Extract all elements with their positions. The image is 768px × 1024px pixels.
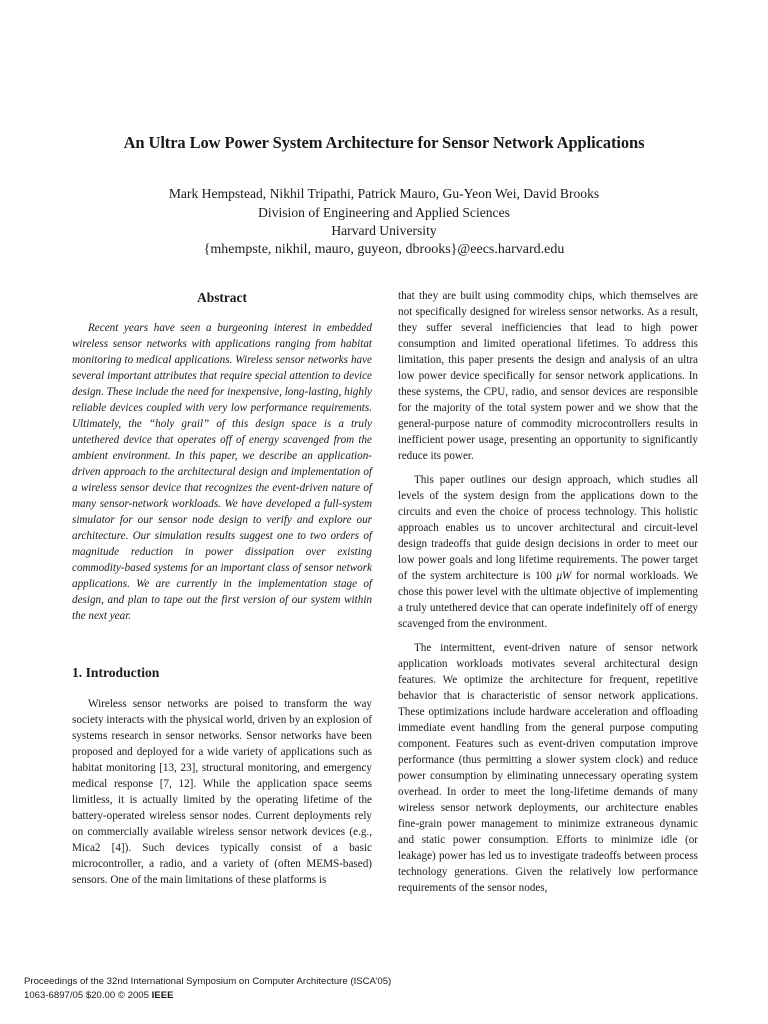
author-affiliation: Division of Engineering and Applied Sciences	[258, 204, 510, 220]
power-unit: μW	[556, 570, 572, 582]
footer-proceedings: Proceedings of the 32nd International Symposium on Computer Architecture (ISCA’05)	[24, 976, 392, 987]
author-university: Harvard University	[331, 223, 437, 239]
author-email: {mhempste, nikhil, mauro, guyeon, dbrooks}@eecs.harvard.edu	[203, 241, 565, 257]
body-paragraph-2-end: for normal workloads. We chose this power level with the ultimate objective of implementing a truly untethered device that can operate indefinitely off of energy scavenged from the environment.	[398, 570, 699, 630]
author-names: Mark Hempstead, Nikhil Tripathi, Patrick Mauro, Gu-Yeon Wei, David Brooks	[168, 186, 600, 201]
right-column	[398, 288, 698, 896]
body-paragraph-3: The intermittent, event-driven nature of sensor network application workloads motivates several architectural design features. We optimize the architecture for frequent, repetitive behavior that is characteristic of sensor network applications. These optimizations include hardware acceleration and offloading immediate event handling from the general purpose computing component. Features such as event-driven computation improve performance (thus permitting a slower system clock) and reduce power consumption by eliminating unnecessary operating system overhead. In order to meet the long-lifetime demands of many wireless sensor network deployments, our architecture enables fine-grain power management to minimize extraneous dynamic and static power consumption. Efforts to minimize idle (or leakage) power has led us to investigate tradeoffs between process technology generations. Given the relatively low performance requirements of the sensor nodes,	[398, 642, 698, 894]
introduction-paragraph: Wireless sensor networks are poised to transform the way society interacts with the physical world, driven by an explosion of systems research in sensor networks. Sensor networks have been proposed and deployed for a wide variety of applications such as habitat monitoring [13, 23], structural monitoring, and emergency medical response [7, 12]. While the application space seems limitless, it is actually limited by the operating lifetime of the battery-operated wireless sensor nodes. Current deployments rely on commercially available wireless sensor network devices (e.g., Mica2 [4]). Such devices typically consist of a basic microcontroller, a radio, and a variety of (often MEMS-based) sensors. One of the main limitations of these platforms is	[72, 698, 372, 886]
abstract-heading: Abstract	[197, 290, 247, 305]
page-footer	[24, 975, 391, 1002]
section-heading-introduction: 1. Introduction	[72, 665, 160, 680]
publisher-logo: IEEE	[151, 989, 174, 1001]
body-paragraph-2	[398, 472, 698, 632]
footer-copyright	[24, 989, 391, 1003]
body-paragraph-1: that they are built using commodity chips, which themselves are not specifically designed for wireless sensor networks. As a result, they suffer several inefficiencies that lead to high power consumption and limited operational lifetimes. To address this limitation, this paper presents the design and analysis of an ultra low power device specifically for sensor network applications. In these systems, the CPU, radio, and sensor devices are responsible for the majority of the total system power and we show that the general-purpose nature of commodity microcontrollers results in inefficient power usage, presenting an opportunity to significantly reduce its power.	[398, 290, 698, 462]
paper-title: An Ultra Low Power System Architecture for Sensor Network Applications	[123, 133, 645, 152]
footer-issn: 1063-6897/05 $20.00 © 2005	[24, 989, 152, 1001]
body-paragraph-2-start: This paper outlines our design approach, which studies all levels of the system design from the applications down to the circuits and even the choice of process technology. This holistic approach enables us to uncover architectural and circuit-level design tradeoffs that guide design decisions in order to meet our low power goals and long lifetime requirements. The power target of the system architecture is 100	[398, 474, 698, 582]
author-block	[0, 185, 768, 259]
abstract-text: Recent years have seen a burgeoning interest in embedded wireless sensor networks with applications ranging from habitat monitoring to medical applications. Wireless sensor networks have several important attributes that require special attention to device design. These include the need for inexpensive, long-lasting, highly reliable devices coupled with very low performance requirements. Ultimately, the “holy grail” of this design space is a truly untethered device that operates off of energy scavenged from the ambient environment. In this paper, we describe an application-driven approach to the architectural design and implementation of a wireless sensor device that recognizes the event-driven nature of many sensor-network workloads. We have developed a full-system simulator for our sensor node design to verify and explore our architecture. Our simulation results suggest one to two orders of magnitude reduction in power dissipation over existing commodity-based systems for an important class of sensor network applications. We are currently in the implementation stage of design, and plan to tape out the first version of our system within the next year.	[72, 322, 372, 622]
left-column	[72, 290, 372, 888]
